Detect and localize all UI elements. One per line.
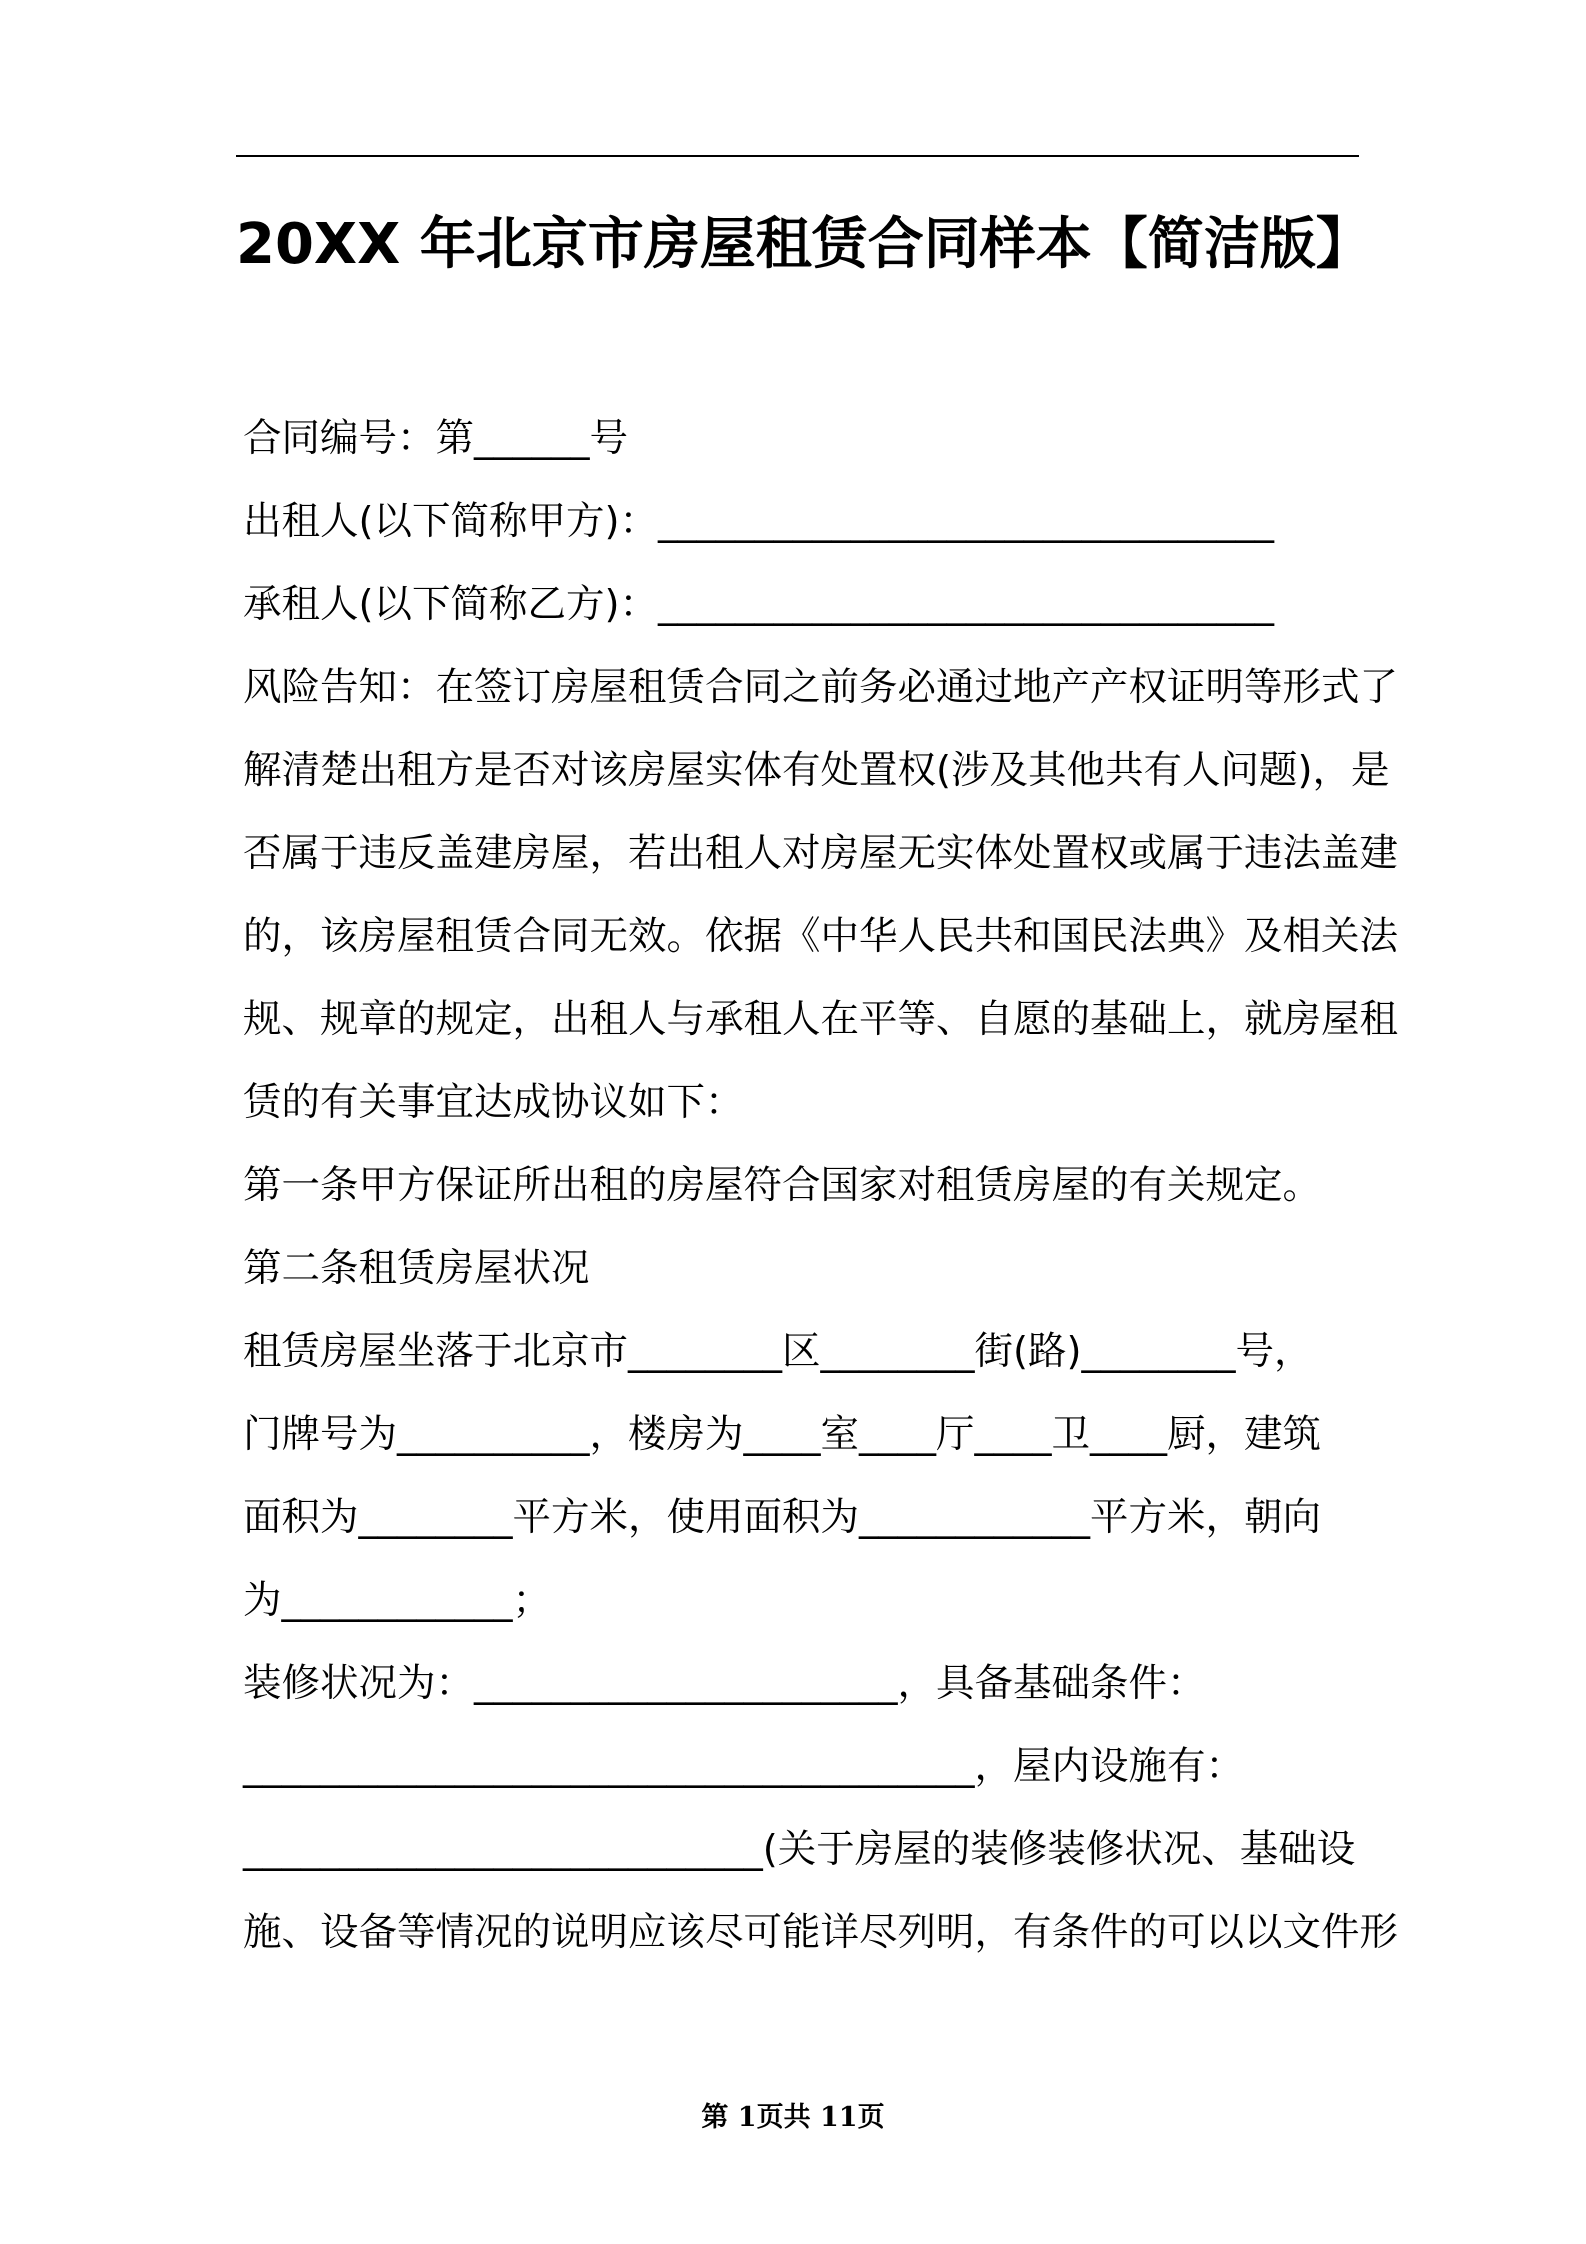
article-2-heading: 第二条租赁房屋状况 <box>243 1246 590 1291</box>
property-orientation-line: 为____________； <box>243 1578 552 1623</box>
decoration-status-line: 装修状况为：______________________，具备基础条件： <box>243 1661 1206 1706</box>
risk-notice-line-1: 风险告知：在签订房屋租赁合同之前务必通过地产产权证明等形式了 <box>243 665 1399 710</box>
property-layout-line: 门牌号为__________，楼房为____室____厅____卫____厨，建筑 <box>243 1412 1322 1457</box>
facilities-note-line-1: ___________________________(关于房屋的装修装修状况、基础设 <box>243 1827 1356 1872</box>
risk-notice-line-3: 否属于违反盖建房屋，若出租人对房屋无实体处置权或属于违法盖建 <box>243 831 1399 876</box>
risk-notice-line-5: 规、规章的规定，出租人与承租人在平等、自愿的基础上，就房屋租 <box>243 997 1399 1042</box>
header-rule <box>236 155 1359 157</box>
facilities-line: ______________________________________，屋内设施有： <box>243 1744 1245 1789</box>
page-footer: 第 1页共 11页 <box>701 2102 885 2133</box>
article-1-line: 第一条甲方保证所出租的房屋符合国家对租赁房屋的有关规定。 <box>243 1163 1322 1208</box>
facilities-note-line-2: 施、设备等情况的说明应该尽可能详尽列明，有条件的可以以文件形 <box>243 1910 1399 1955</box>
document-title: 20XX 年北京市房屋租赁合同样本【简洁版】 <box>236 212 1372 277</box>
document-body <box>243 397 1399 1974</box>
contract-number-line: 合同编号：第______号 <box>243 416 629 461</box>
lessor-line: 出租人(以下简称甲方)：________________________________ <box>243 499 1275 544</box>
risk-notice-line-4: 的，该房屋租赁合同无效。依据《中华人民共和国民法典》及相关法 <box>243 914 1399 959</box>
risk-notice-line-2: 解清楚出租方是否对该房屋实体有处置权(涉及其他共有人问题)，是 <box>243 748 1390 793</box>
property-location-line: 租赁房屋坐落于北京市________区________街(路)________号， <box>243 1329 1313 1374</box>
lessee-line: 承租人(以下简称乙方)：________________________________ <box>243 582 1275 627</box>
property-area-line: 面积为________平方米，使用面积为____________平方米，朝向 <box>243 1495 1322 1540</box>
risk-notice-line-6: 赁的有关事宜达成协议如下： <box>243 1080 744 1125</box>
